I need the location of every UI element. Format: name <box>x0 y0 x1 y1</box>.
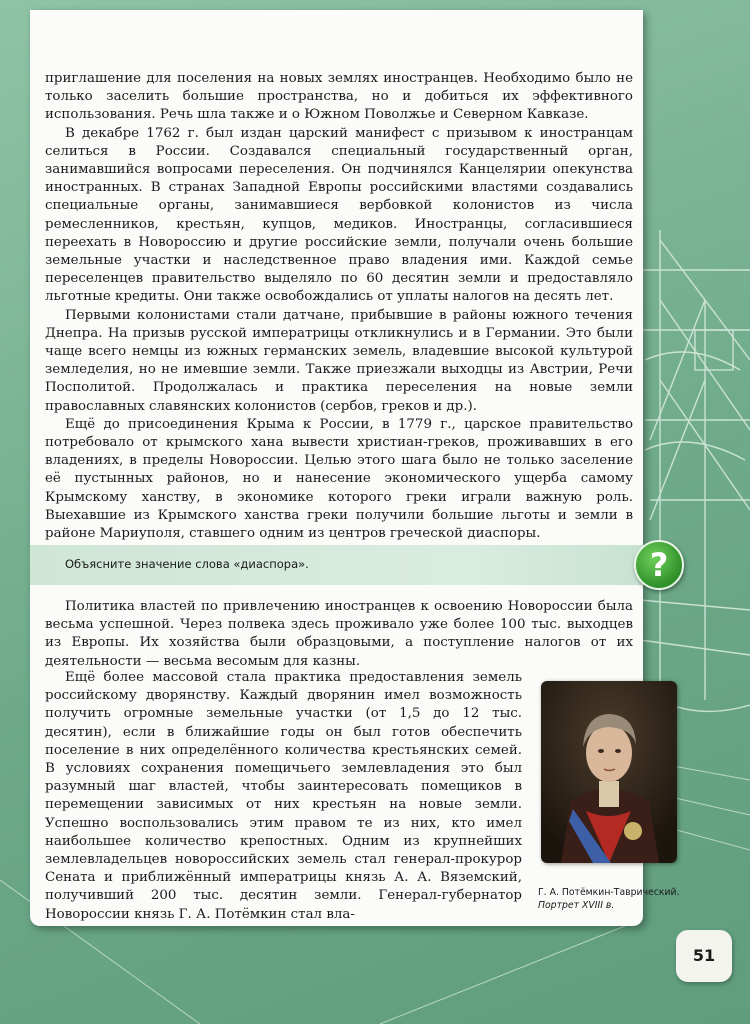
main-text-bottom <box>45 598 633 671</box>
main-text-top <box>45 70 633 543</box>
question-text: Объясните значение слова «диаспора». <box>65 557 309 571</box>
question-mark-icon: ? <box>634 540 684 590</box>
portrait-caption <box>538 886 738 912</box>
caption-sub: Портрет XVIII в. <box>538 900 615 911</box>
main-text-narrow <box>45 669 522 924</box>
paragraph: В декабре 1762 г. был издан царский манифест с призывом к иностранцам селиться в России. Создавался специальный государственный орган, занимавшийся вопросами переселения. Он подчинялся Канцелярии опекунства иностранных. В странах Западной Европы российскими властями создавались специальные органы, занимавшиеся вербовкой колонистов из числа ремесленников, крестьян, купцов, медиков. Иностранцы, согласившиеся переехать в Новороссию и другие российские земли, получали очень большие земельные участки и наследственное право владения ими. Каждой семье переселенцев правительство выделяло по 60 десятин земли и предоставляло льготные кредиты. Они также освобождались от уплаты налогов на десять лет. <box>45 125 633 305</box>
paragraph: Ещё более массовой стала практика предоставления земель российскому дворянству. Каждый дворянин имел возможность получить огромные земельные участки (от 1,5 до 12 тыс. десятин), если в ближайшие годы он был готов обеспечить поселение в них определённого количества крестьянских семей. В условиях сохранения помещичьего землевладения это был разумный шаг властей, чтобы заинтересовать помещиков в перемещении зависимых от них крестьян на новые земли. Успешно воспользовались этим правом те из них, кто имел наибольшее количество крепостных. Одним из крупнейших землевладельцев новороссийских земель стал генерал-прокурор Сената и приближённый императрицы князь А. А. Вяземский, получивший 200 тыс. десятин земли. Генерал-губернатор Новороссии князь Г. А. Потёмкин стал вла- <box>45 670 522 922</box>
page-number: 51 <box>676 930 732 982</box>
paragraph: приглашение для поселения на новых землях иностранцев. Необходимо было не только заселить большие пространства, но и добиться их эффективного использования. Речь шла также и о Южном Поволжье и Северном Кавказе. <box>45 71 633 123</box>
portrait-image <box>541 681 677 863</box>
paragraph: Первыми колонистами стали датчане, прибывшие в районы южного течения Днепра. На призыв русской императрицы откликнулись и в Германии. Это были чаще всего немцы из южных германских земель, владевшие высокой культурой земледелия, но не имевшие земли. Также приезжали выходцы из Австрии, Речи Посполитой. Продолжалась и практика переселения на новые земли православных славянских колонистов (сербов, греков и др.). <box>45 307 633 414</box>
caption-name: Г. А. Потёмкин-Таврический. <box>538 887 680 898</box>
paragraph: Политика властей по привлечению иностранцев к освоению Новороссии была весьма успешной. Через полвека здесь проживало уже более 100 тыс. выходцев из Европы. Их хозяйства были образцовыми, а поступление налогов от их деятельности — весьма весомым для казны. <box>45 599 633 669</box>
paragraph: Ещё до присоединения Крыма к России, в 1779 г., царское правительство потребовало от крымского хана вывести христиан-греков, проживавших в его владениях, в пределы Новороссии. Целью этого шага было не только заселение её пустынных районов, но и нанесение экономического ущерба самому Крымскому ханству, в экономике которого греки играли важную роль. Выехавшие из Крымского ханства греки получили большие льготы и земли в районе Мариуполя, ставшего одним из центров греческой диаспоры. <box>45 416 633 542</box>
